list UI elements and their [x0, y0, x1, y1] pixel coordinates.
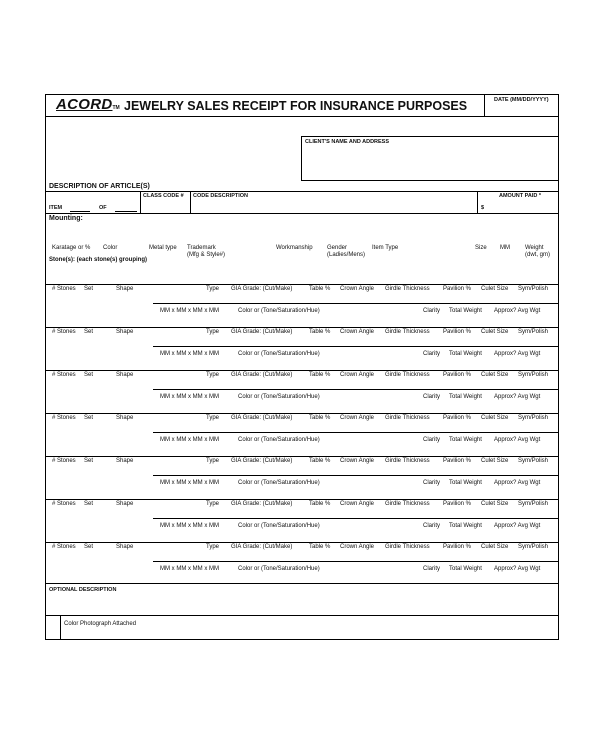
table-pct-label: Table %: [309, 286, 331, 292]
table-pct-label: Table %: [309, 501, 331, 507]
stone-count-label: # Stones: [52, 501, 76, 507]
avg-wgt-label: Approx? Avg Wgt: [494, 351, 541, 357]
total-weight-label: Total Weight: [449, 566, 482, 572]
color-tone-label: Color or (Tone/Saturation/Hue): [238, 523, 320, 529]
stone-set-label: Set: [84, 286, 94, 292]
item-label: ITEM: [49, 205, 63, 211]
item-number-field[interactable]: [70, 211, 90, 212]
clarity-label: Clarity: [423, 437, 441, 443]
sym-polish-label: Sym/Polish: [518, 286, 549, 292]
stone-set-label: Set: [84, 458, 94, 464]
total-weight-label: Total Weight: [449, 523, 482, 529]
size-field: Size: [475, 245, 487, 251]
girdle-label: Girdle Thickness: [385, 372, 430, 378]
avg-wgt-label: Approx? Avg Wgt: [494, 437, 541, 443]
table-pct-label: Table %: [309, 372, 331, 378]
gia-grade-label: GIA Grade: (Cut/Make): [231, 501, 293, 507]
stone-count-label: # Stones: [52, 544, 76, 550]
pavilion-label: Pavilion %: [443, 286, 472, 292]
stone-type-label: Type: [206, 415, 220, 421]
gender-field: Gender: [327, 245, 348, 251]
karatage-field: Karatage or %: [52, 245, 91, 251]
clarity-label: Clarity: [423, 351, 441, 357]
stone-count-label: # Stones: [52, 458, 76, 464]
description-header: DESCRIPTION OF ARTICLE(S): [49, 183, 150, 190]
dimensions-label: MM x MM x MM x MM: [160, 437, 219, 443]
stone-shape-label: Shape: [116, 544, 134, 550]
sym-polish-label: Sym/Polish: [518, 415, 549, 421]
stone-count-label: # Stones: [52, 286, 76, 292]
culet-label: Culet Size: [481, 544, 509, 550]
color-tone-label: Color or (Tone/Saturation/Hue): [238, 308, 320, 314]
avg-wgt-label: Approx? Avg Wgt: [494, 394, 541, 400]
gia-grade-label: GIA Grade: (Cut/Make): [231, 458, 293, 464]
pavilion-label: Pavilion %: [443, 458, 472, 464]
clarity-label: Clarity: [423, 523, 441, 529]
acord-logo: ACORDTM: [56, 96, 120, 113]
amount-paid-label: AMOUNT PAID *: [499, 193, 542, 199]
total-weight-label: Total Weight: [449, 351, 482, 357]
girdle-label: Girdle Thickness: [385, 458, 430, 464]
trademark-sub: (Mfg & Style#): [187, 252, 226, 258]
clarity-label: Clarity: [423, 480, 441, 486]
mm-field: MM: [500, 245, 510, 251]
culet-label: Culet Size: [481, 372, 509, 378]
item-total-field[interactable]: [115, 211, 137, 212]
metal-type-field: Metal type: [149, 245, 177, 251]
stone-set-label: Set: [84, 372, 94, 378]
table-pct-label: Table %: [309, 458, 331, 464]
table-pct-label: Table %: [309, 415, 331, 421]
color-field: Color: [103, 245, 118, 251]
crown-angle-label: Crown Angle: [340, 329, 375, 335]
date-label: DATE (MM/DD/YYYY): [494, 97, 549, 103]
dollar-sign: $: [481, 205, 485, 211]
girdle-label: Girdle Thickness: [385, 501, 430, 507]
clarity-label: Clarity: [423, 308, 441, 314]
total-weight-label: Total Weight: [449, 480, 482, 486]
avg-wgt-label: Approx? Avg Wgt: [494, 523, 541, 529]
avg-wgt-label: Approx? Avg Wgt: [494, 566, 541, 572]
stone-count-label: # Stones: [52, 415, 76, 421]
color-tone-label: Color or (Tone/Saturation/Hue): [238, 566, 320, 572]
crown-angle-label: Crown Angle: [340, 458, 375, 464]
sym-polish-label: Sym/Polish: [518, 544, 549, 550]
photo-checkbox[interactable]: [45, 615, 61, 640]
workmanship-field: Workmanship: [276, 245, 313, 251]
item-type-field: Item Type: [372, 245, 399, 251]
pavilion-label: Pavilion %: [443, 329, 472, 335]
stone-shape-label: Shape: [116, 372, 134, 378]
table-pct-label: Table %: [309, 544, 331, 550]
culet-label: Culet Size: [481, 501, 509, 507]
dimensions-label: MM x MM x MM x MM: [160, 351, 219, 357]
of-label: OF: [99, 205, 107, 211]
total-weight-label: Total Weight: [449, 394, 482, 400]
girdle-label: Girdle Thickness: [385, 544, 430, 550]
culet-label: Culet Size: [481, 329, 509, 335]
stone-shape-label: Shape: [116, 286, 134, 292]
color-tone-label: Color or (Tone/Saturation/Hue): [238, 394, 320, 400]
girdle-label: Girdle Thickness: [385, 329, 430, 335]
clarity-label: Clarity: [423, 566, 441, 572]
crown-angle-label: Crown Angle: [340, 544, 375, 550]
class-code-label: CLASS CODE #: [143, 193, 184, 199]
stone-shape-label: Shape: [116, 415, 134, 421]
culet-label: Culet Size: [481, 458, 509, 464]
stone-set-label: Set: [84, 415, 94, 421]
stone-count-label: # Stones: [52, 329, 76, 335]
color-tone-label: Color or (Tone/Saturation/Hue): [238, 480, 320, 486]
stone-count-label: # Stones: [52, 372, 76, 378]
stone-type-label: Type: [206, 458, 220, 464]
total-weight-label: Total Weight: [449, 437, 482, 443]
gia-grade-label: GIA Grade: (Cut/Make): [231, 286, 293, 292]
sym-polish-label: Sym/Polish: [518, 329, 549, 335]
weight-field: Weight: [525, 245, 544, 251]
dimensions-label: MM x MM x MM x MM: [160, 523, 219, 529]
stone-shape-label: Shape: [116, 501, 134, 507]
gia-grade-label: GIA Grade: (Cut/Make): [231, 372, 293, 378]
total-weight-label: Total Weight: [449, 308, 482, 314]
pavilion-label: Pavilion %: [443, 415, 472, 421]
avg-wgt-label: Approx? Avg Wgt: [494, 480, 541, 486]
dimensions-label: MM x MM x MM x MM: [160, 566, 219, 572]
stone-set-label: Set: [84, 544, 94, 550]
table-pct-label: Table %: [309, 329, 331, 335]
optional-description-label: OPTIONAL DESCRIPTION: [49, 587, 117, 593]
stone-type-label: Type: [206, 501, 220, 507]
client-label: CLIENT'S NAME AND ADDRESS: [305, 139, 390, 145]
stone-set-label: Set: [84, 501, 94, 507]
mounting-label: Mounting:: [49, 215, 83, 222]
trademark-field: Trademark: [187, 245, 216, 251]
sym-polish-label: Sym/Polish: [518, 458, 549, 464]
color-tone-label: Color or (Tone/Saturation/Hue): [238, 437, 320, 443]
stone-shape-label: Shape: [116, 458, 134, 464]
stone-type-label: Type: [206, 544, 220, 550]
code-description-label: CODE DESCRIPTION: [193, 193, 249, 199]
dimensions-label: MM x MM x MM x MM: [160, 480, 219, 486]
avg-wgt-label: Approx? Avg Wgt: [494, 308, 541, 314]
dimensions-label: MM x MM x MM x MM: [160, 308, 219, 314]
page-title: JEWELRY SALES RECEIPT FOR INSURANCE PURPOSES: [124, 99, 468, 113]
crown-angle-label: Crown Angle: [340, 372, 375, 378]
color-tone-label: Color or (Tone/Saturation/Hue): [238, 351, 320, 357]
stone-type-label: Type: [206, 329, 220, 335]
stone-shape-label: Shape: [116, 329, 134, 335]
dimensions-label: MM x MM x MM x MM: [160, 394, 219, 400]
pavilion-label: Pavilion %: [443, 501, 472, 507]
photo-label: Color Photograph Attached: [64, 621, 137, 627]
culet-label: Culet Size: [481, 286, 509, 292]
crown-angle-label: Crown Angle: [340, 286, 375, 292]
gender-sub: (Ladies/Mens): [327, 252, 366, 258]
girdle-label: Girdle Thickness: [385, 286, 430, 292]
sym-polish-label: Sym/Polish: [518, 501, 549, 507]
culet-label: Culet Size: [481, 415, 509, 421]
clarity-label: Clarity: [423, 394, 441, 400]
crown-angle-label: Crown Angle: [340, 501, 375, 507]
gia-grade-label: GIA Grade: (Cut/Make): [231, 544, 293, 550]
pavilion-label: Pavilion %: [443, 372, 472, 378]
girdle-label: Girdle Thickness: [385, 415, 430, 421]
weight-sub: (dwt, gm): [525, 252, 551, 258]
gia-grade-label: GIA Grade: (Cut/Make): [231, 329, 293, 335]
stones-label: Stone(s): (each stone(s) grouping): [49, 257, 147, 263]
stone-type-label: Type: [206, 372, 220, 378]
sym-polish-label: Sym/Polish: [518, 372, 549, 378]
stone-set-label: Set: [84, 329, 94, 335]
crown-angle-label: Crown Angle: [340, 415, 375, 421]
stone-type-label: Type: [206, 286, 220, 292]
gia-grade-label: GIA Grade: (Cut/Make): [231, 415, 293, 421]
pavilion-label: Pavilion %: [443, 544, 472, 550]
